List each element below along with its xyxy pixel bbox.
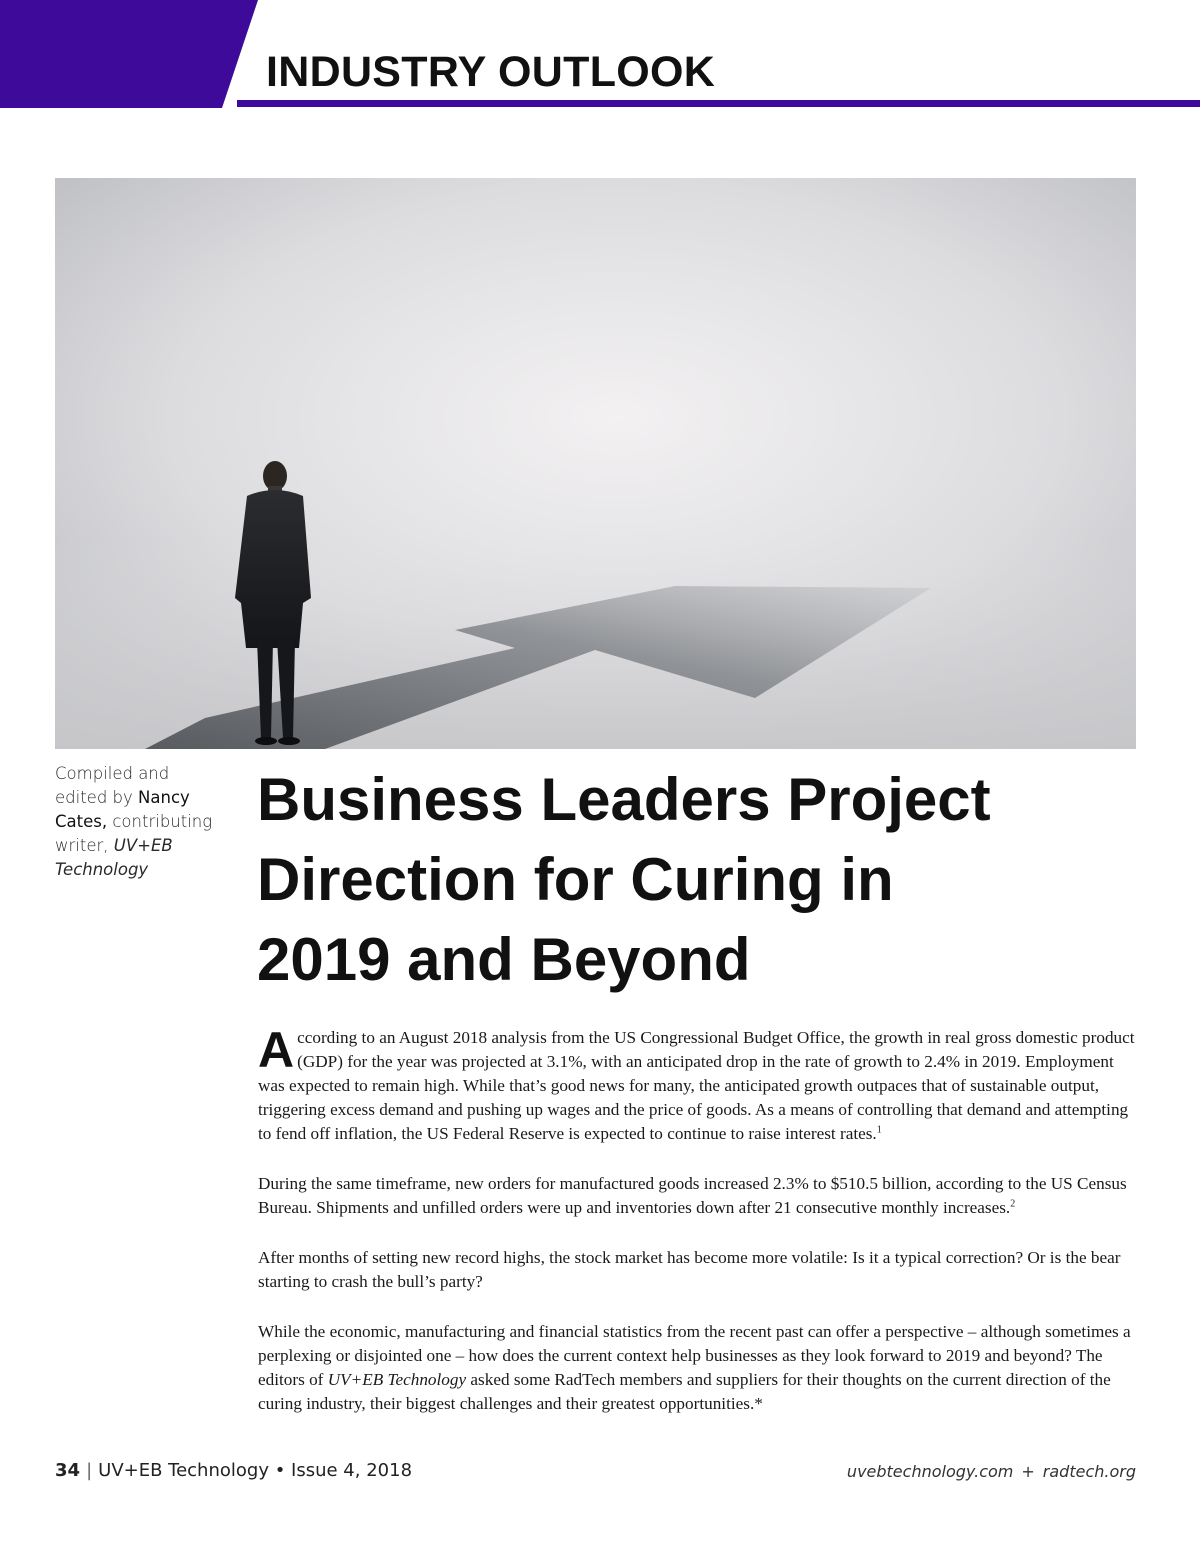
publication-name: Technology (55, 860, 149, 879)
publication-name: UV+EB Technology (327, 1370, 467, 1389)
article-body (258, 1022, 1138, 1442)
author-name: Cates, (55, 812, 108, 831)
headline-line: Business Leaders Project (257, 766, 991, 833)
paragraph: During the same timeframe, new orders for manufactured goods increased 2.3% to $510.5 billion, according to the US Census Bureau. Shipments and unfilled orders were up and inventories down after 21 consecutive monthly increases.$^2$ (258, 1174, 1127, 1217)
footnote-ref: 2 (1010, 1198, 1016, 1210)
footer-site-link[interactable]: uvebtechnology.com (846, 1462, 1014, 1481)
author-name: Nancy (138, 788, 190, 807)
article-headline (257, 760, 1157, 1000)
byline-line: edited by (55, 788, 139, 807)
banner-accent-shape (0, 0, 260, 108)
footer-publication: UV+EB Technology • Issue 4, 2018 (98, 1460, 413, 1481)
publication-name: UV+EB (113, 836, 173, 855)
footnote-ref: 1 (876, 1124, 882, 1136)
headline-line: Direction for Curing in (257, 846, 894, 913)
footer-plus: + (1021, 1462, 1035, 1481)
footer-separator: | (86, 1460, 93, 1481)
paragraph: After months of setting new record highs, the stock market has become more volatile: Is it a typical correction? Or is the bear starting to crash the bull’s party? (258, 1248, 1121, 1291)
paragraph: According to an August 2018 analysis from the US Congressional Budget Office, the growth in real gross domestic product (GDP) for the year was projected at 3.1%, with an anticipated drop in the rate of growth to 2.4% in 2019. Employment was expected to remain high. While that’s good news for many, the anticipated growth outpaces that of sustainable output, triggering excess demand and pushing up wages and the price of goods. As a means of controlling that demand and attempting to fend off inflation, the US Federal Reserve is expected to continue to raise interest rates.$^1$ (258, 1022, 1135, 1143)
headline-line: 2019 and Beyond (257, 926, 751, 993)
byline-line: writer, (55, 836, 114, 855)
page-footer-left (55, 1460, 412, 1481)
hero-image (55, 178, 1136, 749)
byline (55, 762, 245, 882)
byline-line: Compiled and (55, 764, 170, 783)
section-title: INDUSTRY OUTLOOK (266, 48, 716, 96)
page-number: 34 (55, 1460, 81, 1481)
drop-cap: A (258, 1022, 295, 1078)
footer-site-link[interactable]: radtech.org (1042, 1462, 1136, 1481)
page-footer-right (847, 1462, 1136, 1481)
section-rule (237, 100, 1200, 107)
paragraph: While the economic, manufacturing and financial statistics from the recent past can offer a perspective – although sometimes a perplexing or disjointed one – how does the current context help businesses as they look forward to 2019 and beyond? The editors of UV+EB Technology asked some RadTech members and suppliers for their thoughts on the current direction of the curing industry, their biggest challenges and their greatest opportunities.* (258, 1322, 1131, 1413)
byline-line: contributing (107, 812, 213, 831)
